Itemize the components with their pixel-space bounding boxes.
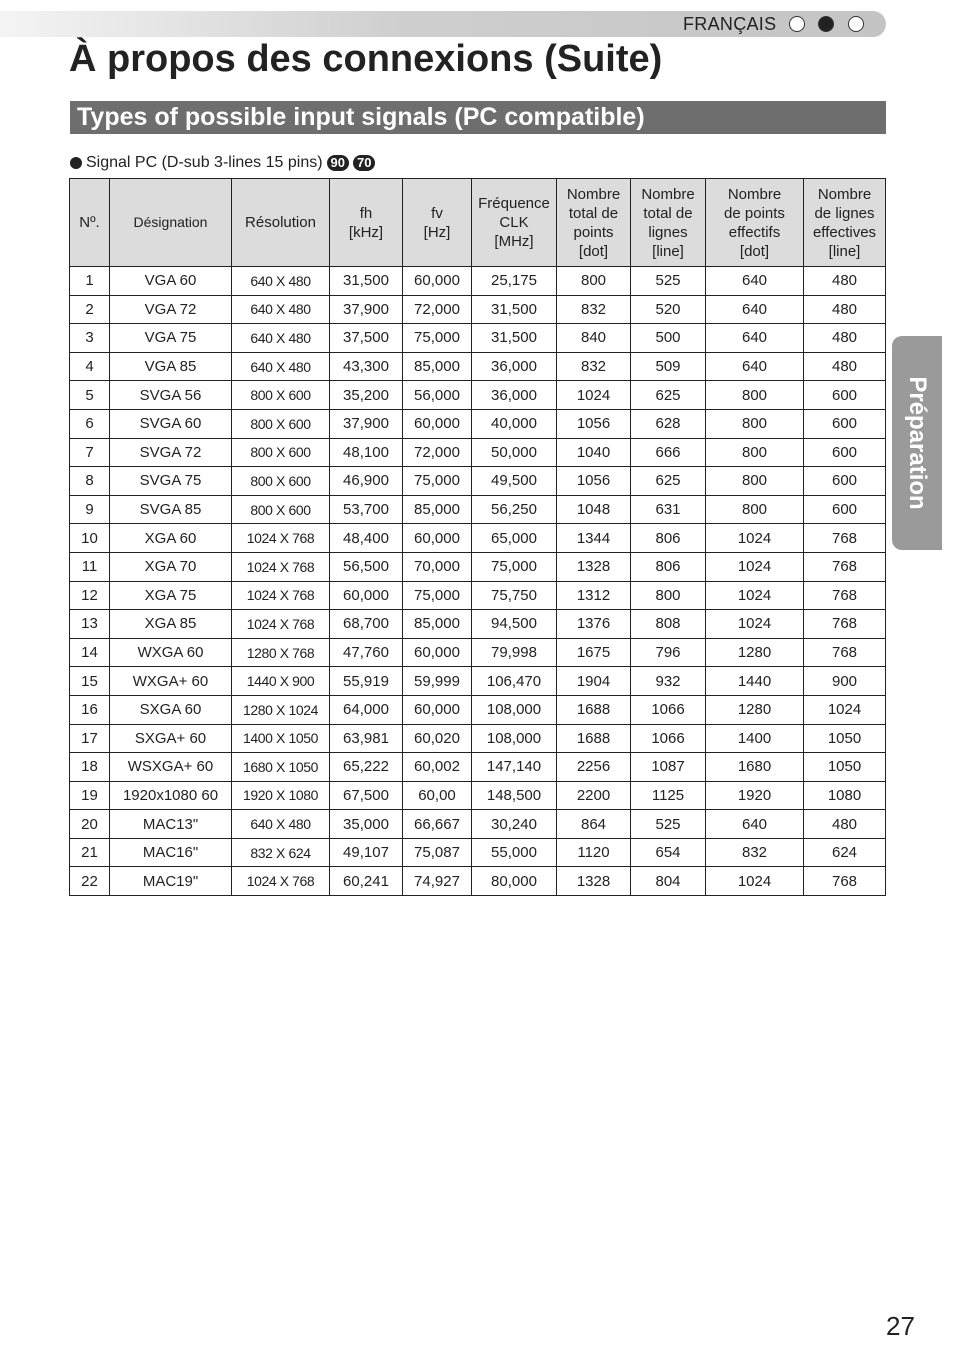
table-cell: 640 xyxy=(706,810,804,839)
column-header-line: Nombre xyxy=(641,185,695,203)
table-cell: 67,500 xyxy=(330,781,403,810)
column-header-line: de points xyxy=(724,204,785,222)
table-row xyxy=(70,695,886,724)
table-cell: 509 xyxy=(631,352,706,381)
table-cell: 60,000 xyxy=(403,267,472,296)
table-cell: 600 xyxy=(804,409,886,438)
table-row xyxy=(70,667,886,696)
table-cell: 1050 xyxy=(804,724,886,753)
table-cell: 5 xyxy=(70,381,110,410)
table-cell: 800 xyxy=(706,495,804,524)
table-cell: 94,500 xyxy=(472,610,557,639)
table-cell: 600 xyxy=(804,438,886,467)
table-cell: 1120 xyxy=(557,838,631,867)
table-cell: 800 xyxy=(631,581,706,610)
column-header-line: lignes xyxy=(648,223,688,241)
table-cell: 36,000 xyxy=(472,381,557,410)
table-cell: 800 X 600 xyxy=(232,438,330,467)
table-cell: 56,250 xyxy=(472,495,557,524)
table-row xyxy=(70,267,886,296)
column-header-line: Nombre xyxy=(566,185,621,203)
table-cell: 60,002 xyxy=(403,753,472,782)
table-cell: XGA 75 xyxy=(110,581,232,610)
table-cell: 640 X 480 xyxy=(232,324,330,353)
table-cell: 16 xyxy=(70,695,110,724)
table-cell: 480 xyxy=(804,352,886,381)
table-cell: 1400 X 1050 xyxy=(232,724,330,753)
table-cell: 64,000 xyxy=(330,695,403,724)
table-cell: 804 xyxy=(631,867,706,896)
table-cell: 768 xyxy=(804,610,886,639)
table-cell: 50,000 xyxy=(472,438,557,467)
table-cell: VGA 75 xyxy=(110,324,232,353)
table-cell: 13 xyxy=(70,610,110,639)
table-cell: 49,107 xyxy=(330,838,403,867)
table-cell: WSXGA+ 60 xyxy=(110,753,232,782)
table-cell: 47,760 xyxy=(330,638,403,667)
table-row xyxy=(70,610,886,639)
table-cell: 1328 xyxy=(557,552,631,581)
table-cell: 640 xyxy=(706,295,804,324)
table-cell: 85,000 xyxy=(403,610,472,639)
table-cell: 36,000 xyxy=(472,352,557,381)
table-cell: 14 xyxy=(70,638,110,667)
table-cell: 1080 xyxy=(804,781,886,810)
table-cell: 46,900 xyxy=(330,467,403,496)
column-header xyxy=(631,179,706,267)
table-cell: 480 xyxy=(804,324,886,353)
table-cell: 600 xyxy=(804,495,886,524)
table-cell: 3 xyxy=(70,324,110,353)
table-cell: 60,000 xyxy=(403,695,472,724)
table-cell: 1024 xyxy=(706,552,804,581)
table-row xyxy=(70,295,886,324)
table-row xyxy=(70,810,886,839)
table-cell: 768 xyxy=(804,552,886,581)
table-cell: 640 xyxy=(706,352,804,381)
table-cell: 525 xyxy=(631,810,706,839)
column-header xyxy=(557,179,631,267)
table-cell: 768 xyxy=(804,867,886,896)
table-cell: 60,000 xyxy=(330,581,403,610)
table-cell: 40,000 xyxy=(472,409,557,438)
column-header-line: effectives xyxy=(812,223,877,241)
column-header-line: [dot] xyxy=(739,242,770,260)
table-cell: 1066 xyxy=(631,695,706,724)
table-cell: 631 xyxy=(631,495,706,524)
table-cell: 800 X 600 xyxy=(232,495,330,524)
table-row xyxy=(70,838,886,867)
column-header-line: CLK xyxy=(499,214,529,231)
table-cell: 31,500 xyxy=(330,267,403,296)
table-row xyxy=(70,352,886,381)
table-cell: VGA 72 xyxy=(110,295,232,324)
table-cell: 56,000 xyxy=(403,381,472,410)
table-cell: 12 xyxy=(70,581,110,610)
table-cell: 75,000 xyxy=(403,581,472,610)
table-cell: 6 xyxy=(70,409,110,438)
table-cell: 1024 xyxy=(804,695,886,724)
table-cell: 75,000 xyxy=(403,324,472,353)
table-cell: 17 xyxy=(70,724,110,753)
table-cell: 147,140 xyxy=(472,753,557,782)
table-cell: 600 xyxy=(804,467,886,496)
table-cell: 37,500 xyxy=(330,324,403,353)
table-cell: 900 xyxy=(804,667,886,696)
table-row xyxy=(70,438,886,467)
column-header-line: Nombre xyxy=(817,185,872,203)
table-cell: 21 xyxy=(70,838,110,867)
table-cell: 66,667 xyxy=(403,810,472,839)
table-cell: 1024 X 768 xyxy=(232,552,330,581)
side-tab-label: Préparation xyxy=(904,376,931,510)
table-cell: 1 xyxy=(70,267,110,296)
page-indicator-dot-1 xyxy=(789,16,805,32)
column-header-line: [MHz] xyxy=(494,233,534,250)
bullet-icon xyxy=(70,157,82,169)
table-cell: 1920x1080 60 xyxy=(110,781,232,810)
table-cell: 768 xyxy=(804,524,886,553)
model-badge-70: 70 xyxy=(353,155,375,171)
table-cell: 48,400 xyxy=(330,524,403,553)
table-cell: 654 xyxy=(631,838,706,867)
column-header-line: effectifs xyxy=(728,223,781,241)
table-cell: 68,700 xyxy=(330,610,403,639)
table-cell: 800 X 600 xyxy=(232,467,330,496)
table-cell: 1024 xyxy=(706,867,804,896)
column-header-line: Résolution xyxy=(245,214,316,231)
table-cell: 1024 xyxy=(557,381,631,410)
table-cell: 480 xyxy=(804,295,886,324)
table-row xyxy=(70,524,886,553)
table-cell: 640 X 480 xyxy=(232,352,330,381)
table-cell: 932 xyxy=(631,667,706,696)
table-cell: 19 xyxy=(70,781,110,810)
table-cell: 49,500 xyxy=(472,467,557,496)
table-cell: 72,000 xyxy=(403,438,472,467)
table-cell: 37,900 xyxy=(330,409,403,438)
table-cell: 108,000 xyxy=(472,724,557,753)
table-cell: SXGA 60 xyxy=(110,695,232,724)
table-row xyxy=(70,381,886,410)
table-cell: 1688 xyxy=(557,724,631,753)
table-cell: 11 xyxy=(70,552,110,581)
table-cell: 60,00 xyxy=(403,781,472,810)
table-cell: 9 xyxy=(70,495,110,524)
table-cell: 18 xyxy=(70,753,110,782)
table-cell: 800 xyxy=(557,267,631,296)
table-row xyxy=(70,753,886,782)
table-cell: 72,000 xyxy=(403,295,472,324)
table-cell: 35,000 xyxy=(330,810,403,839)
table-cell: 2256 xyxy=(557,753,631,782)
table-cell: 1400 xyxy=(706,724,804,753)
table-cell: 600 xyxy=(804,381,886,410)
table-cell: 666 xyxy=(631,438,706,467)
column-header xyxy=(403,179,472,267)
table-cell: 768 xyxy=(804,581,886,610)
table-cell: SVGA 85 xyxy=(110,495,232,524)
table-cell: 768 xyxy=(804,638,886,667)
column-header-line: total de xyxy=(643,204,693,222)
table-cell: 800 X 600 xyxy=(232,409,330,438)
table-cell: 800 xyxy=(706,438,804,467)
table-cell: 65,222 xyxy=(330,753,403,782)
table-cell: MAC13" xyxy=(110,810,232,839)
table-cell: 55,000 xyxy=(472,838,557,867)
column-header-line: Fréquence xyxy=(478,195,550,212)
table-cell: 640 xyxy=(706,267,804,296)
table-cell: 806 xyxy=(631,524,706,553)
table-cell: 2200 xyxy=(557,781,631,810)
table-cell: 1066 xyxy=(631,724,706,753)
section-title: Types of possible input signals (PC compatible) xyxy=(77,103,645,131)
table-row xyxy=(70,409,886,438)
table-cell: 640 X 480 xyxy=(232,295,330,324)
column-header-line: Nº. xyxy=(79,214,100,231)
table-cell: 520 xyxy=(631,295,706,324)
table-cell: 1312 xyxy=(557,581,631,610)
table-cell: 85,000 xyxy=(403,495,472,524)
table-row xyxy=(70,867,886,896)
table-cell: 1024 X 768 xyxy=(232,610,330,639)
table-cell: 1344 xyxy=(557,524,631,553)
table-cell: 75,000 xyxy=(403,467,472,496)
column-header xyxy=(110,179,232,267)
table-cell: 480 xyxy=(804,810,886,839)
table-cell: 1440 xyxy=(706,667,804,696)
table-row xyxy=(70,581,886,610)
column-header-line: [Hz] xyxy=(423,223,451,241)
page-indicator-dot-3 xyxy=(848,16,864,32)
table-cell: 80,000 xyxy=(472,867,557,896)
table-cell: 1048 xyxy=(557,495,631,524)
table-cell: 800 X 600 xyxy=(232,381,330,410)
table-row xyxy=(70,495,886,524)
table-cell: 1280 X 1024 xyxy=(232,695,330,724)
table-cell: 20 xyxy=(70,810,110,839)
table-cell: 840 xyxy=(557,324,631,353)
table-row xyxy=(70,781,886,810)
table-cell: MAC16" xyxy=(110,838,232,867)
table-cell: 808 xyxy=(631,610,706,639)
table-cell: 1280 xyxy=(706,638,804,667)
column-header-line: points xyxy=(573,223,614,241)
table-cell: 1024 X 768 xyxy=(232,867,330,896)
table-cell: SVGA 75 xyxy=(110,467,232,496)
table-header-row xyxy=(70,179,886,267)
table-cell: XGA 85 xyxy=(110,610,232,639)
table-cell: 800 xyxy=(706,467,804,496)
table-cell: 800 xyxy=(706,381,804,410)
table-cell: 48,100 xyxy=(330,438,403,467)
table-cell: 800 xyxy=(706,409,804,438)
table-cell: 1376 xyxy=(557,610,631,639)
table-cell: 8 xyxy=(70,467,110,496)
table-cell: 25,175 xyxy=(472,267,557,296)
table-cell: 640 X 480 xyxy=(232,810,330,839)
table-cell: 75,087 xyxy=(403,838,472,867)
table-cell: MAC19" xyxy=(110,867,232,896)
table-cell: WXGA 60 xyxy=(110,638,232,667)
table-cell: 624 xyxy=(804,838,886,867)
column-header-line: fh xyxy=(359,204,373,222)
table-cell: 75,000 xyxy=(472,552,557,581)
table-body xyxy=(70,267,886,896)
table-cell: 63,981 xyxy=(330,724,403,753)
table-cell: 864 xyxy=(557,810,631,839)
table-cell: 60,241 xyxy=(330,867,403,896)
table-cell: 1675 xyxy=(557,638,631,667)
table-cell: 1280 X 768 xyxy=(232,638,330,667)
table-cell: 15 xyxy=(70,667,110,696)
table-cell: 1904 xyxy=(557,667,631,696)
language-label: FRANÇAIS xyxy=(683,14,777,34)
table-cell: 1680 xyxy=(706,753,804,782)
table-cell: 1125 xyxy=(631,781,706,810)
column-header-line: fv xyxy=(431,204,443,222)
table-cell: 1920 xyxy=(706,781,804,810)
table-cell: 1680 X 1050 xyxy=(232,753,330,782)
table-cell: 22 xyxy=(70,867,110,896)
table-cell: 1056 xyxy=(557,467,631,496)
table-cell: XGA 70 xyxy=(110,552,232,581)
table-cell: 31,500 xyxy=(472,295,557,324)
table-cell: 1024 xyxy=(706,610,804,639)
table-cell: 1050 xyxy=(804,753,886,782)
column-header xyxy=(706,179,804,267)
table-cell: 79,998 xyxy=(472,638,557,667)
column-header-line: Désignation xyxy=(133,214,208,230)
column-header xyxy=(70,179,110,267)
model-badge-90: 90 xyxy=(327,155,349,171)
table-cell: 1328 xyxy=(557,867,631,896)
table-cell: 625 xyxy=(631,467,706,496)
table-row xyxy=(70,324,886,353)
table-cell: 832 xyxy=(706,838,804,867)
table-row xyxy=(70,552,886,581)
table-cell: 59,999 xyxy=(403,667,472,696)
page-title: À propos des connexions (Suite) xyxy=(69,38,663,80)
table-row xyxy=(70,638,886,667)
table-cell: 832 X 624 xyxy=(232,838,330,867)
column-header-line: total de xyxy=(568,204,619,222)
column-header xyxy=(330,179,403,267)
table-cell: 74,927 xyxy=(403,867,472,896)
table-cell: 30,240 xyxy=(472,810,557,839)
table-cell: 1024 X 768 xyxy=(232,524,330,553)
table-cell: 1688 xyxy=(557,695,631,724)
table-cell: 1024 xyxy=(706,581,804,610)
table-cell: VGA 60 xyxy=(110,267,232,296)
table-cell: 106,470 xyxy=(472,667,557,696)
signal-type-label: Signal PC (D-sub 3-lines 15 pins) xyxy=(86,154,323,171)
table-cell: 85,000 xyxy=(403,352,472,381)
table-cell: 500 xyxy=(631,324,706,353)
table-cell: 60,000 xyxy=(403,638,472,667)
table-cell: 7 xyxy=(70,438,110,467)
table-cell: VGA 85 xyxy=(110,352,232,381)
table-cell: 628 xyxy=(631,409,706,438)
table-cell: 1440 X 900 xyxy=(232,667,330,696)
page-indicator-dot-2 xyxy=(818,16,834,32)
table-cell: 43,300 xyxy=(330,352,403,381)
table-cell: 75,750 xyxy=(472,581,557,610)
table-cell: 832 xyxy=(557,295,631,324)
table-cell: XGA 60 xyxy=(110,524,232,553)
table-cell: SVGA 56 xyxy=(110,381,232,410)
column-header-line: [dot] xyxy=(578,242,609,260)
table-cell: 1024 xyxy=(706,524,804,553)
table-cell: 1280 xyxy=(706,695,804,724)
table-cell: 60,000 xyxy=(403,524,472,553)
table-cell: 2 xyxy=(70,295,110,324)
column-header xyxy=(232,179,330,267)
table-cell: 35,200 xyxy=(330,381,403,410)
table-cell: 53,700 xyxy=(330,495,403,524)
column-header-line: de lignes xyxy=(814,204,875,222)
page-number: 27 xyxy=(886,1311,915,1341)
table-cell: 640 X 480 xyxy=(232,267,330,296)
table-cell: 1040 xyxy=(557,438,631,467)
table-cell: 806 xyxy=(631,552,706,581)
table-cell: 37,900 xyxy=(330,295,403,324)
table-cell: 31,500 xyxy=(472,324,557,353)
table-cell: 796 xyxy=(631,638,706,667)
table-cell: 4 xyxy=(70,352,110,381)
table-cell: SXGA+ 60 xyxy=(110,724,232,753)
table-row xyxy=(70,467,886,496)
signal-table xyxy=(69,178,886,896)
table-cell: 1087 xyxy=(631,753,706,782)
table-cell: 10 xyxy=(70,524,110,553)
table-cell: 1056 xyxy=(557,409,631,438)
table-cell: 832 xyxy=(557,352,631,381)
column-header-line: [line] xyxy=(652,242,684,260)
table-cell: 625 xyxy=(631,381,706,410)
table-cell: 65,000 xyxy=(472,524,557,553)
table-cell: 55,919 xyxy=(330,667,403,696)
table-cell: SVGA 60 xyxy=(110,409,232,438)
column-header-line: [kHz] xyxy=(348,223,384,241)
table-cell: 148,500 xyxy=(472,781,557,810)
column-header-line: Nombre xyxy=(727,185,782,203)
signal-type-line xyxy=(70,154,375,172)
table-cell: SVGA 72 xyxy=(110,438,232,467)
table-cell: 525 xyxy=(631,267,706,296)
table-row xyxy=(70,724,886,753)
table-cell: 108,000 xyxy=(472,695,557,724)
table-cell: 480 xyxy=(804,267,886,296)
table-cell: WXGA+ 60 xyxy=(110,667,232,696)
table-cell: 60,000 xyxy=(403,409,472,438)
table-cell: 60,020 xyxy=(403,724,472,753)
table-cell: 1920 X 1080 xyxy=(232,781,330,810)
table-cell: 640 xyxy=(706,324,804,353)
column-header xyxy=(472,179,557,267)
column-header-line: [line] xyxy=(828,242,861,260)
table-cell: 1024 X 768 xyxy=(232,581,330,610)
column-header xyxy=(804,179,886,267)
table-cell: 70,000 xyxy=(403,552,472,581)
table-cell: 56,500 xyxy=(330,552,403,581)
